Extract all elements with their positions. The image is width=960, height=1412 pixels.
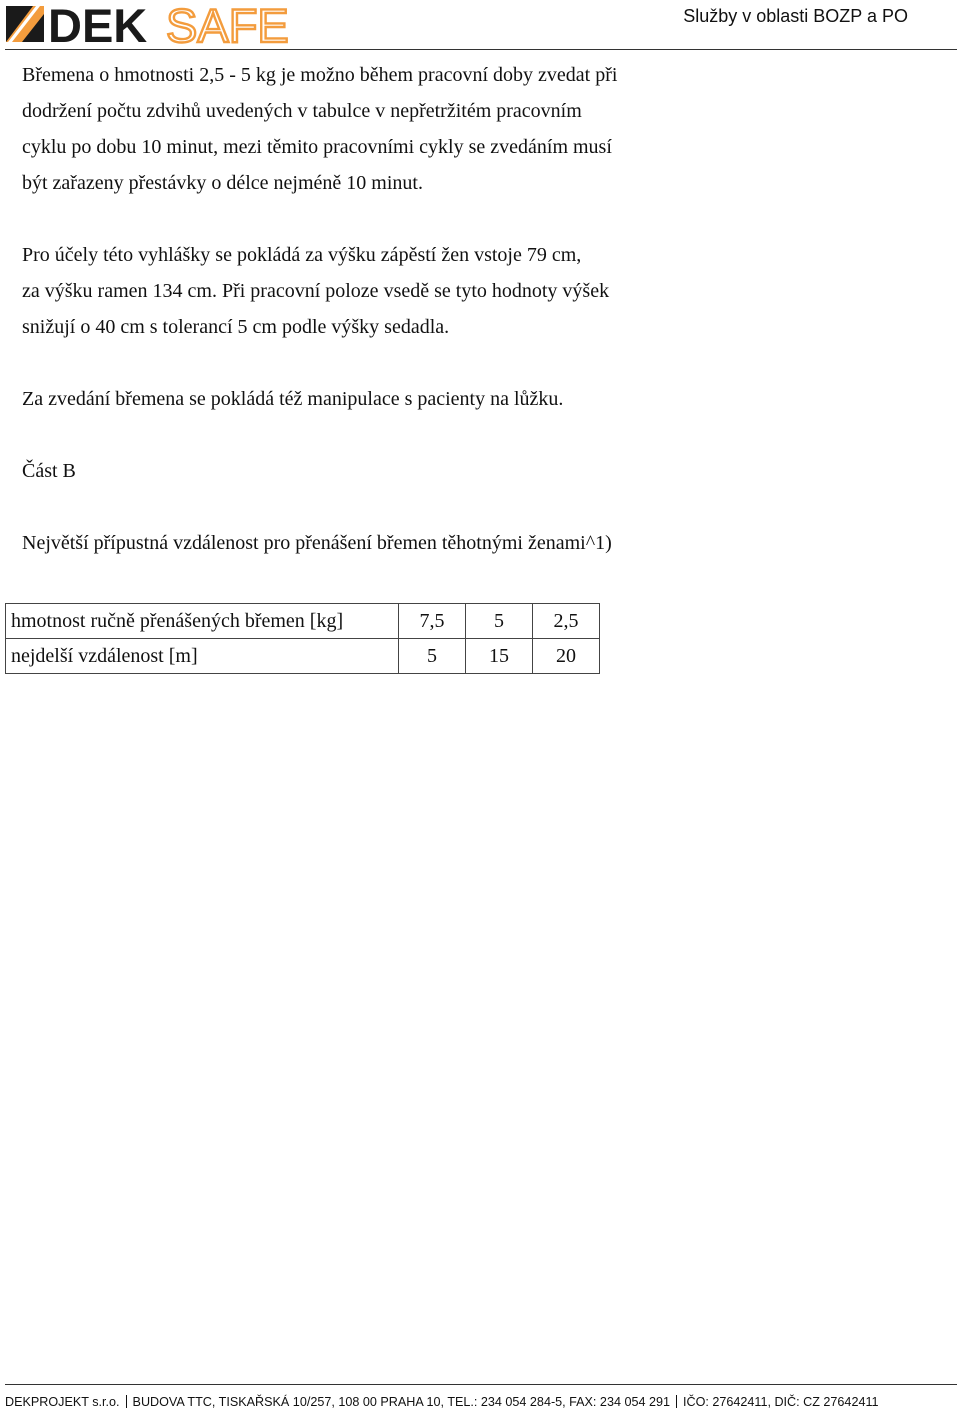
paragraph-patients: Za zvedání břemena se pokládá též manipulace s pacienty na lůžku. <box>22 388 564 410</box>
table-row <box>6 604 600 639</box>
dek-safe-logo <box>6 2 296 46</box>
paragraph-load-lifting <box>22 57 722 201</box>
table-cell: 5 <box>399 639 466 674</box>
header-divider <box>5 49 957 50</box>
text-line: dodržení počtu zdvihů uvedených v tabulce v nepřetržitém pracovním <box>22 100 582 122</box>
text-line: cyklu po dobu 10 minut, mezi těmito pracovními cykly se zvedáním musí <box>22 136 612 158</box>
logo-graphic <box>6 2 296 46</box>
paragraph-spacer <box>22 201 722 237</box>
paragraph-spacer <box>22 489 722 525</box>
table-cell: 7,5 <box>399 604 466 639</box>
footer-ids: IČO: 27642411, DIČ: CZ 27642411 <box>682 1395 879 1409</box>
table-cell: 15 <box>466 639 533 674</box>
text-line: Pro účely této vyhlášky se pokládá za výšku zápěstí žen vstoje 79 cm, <box>22 244 582 266</box>
distance-table <box>5 603 600 674</box>
table-row <box>6 639 600 674</box>
text-line: být zařazeny přestávky o délce nejméně 10 minut. <box>22 172 423 194</box>
section-heading: Část B <box>22 460 76 482</box>
table-caption: Největší přípustná vzdálenost pro přenášení břemen těhotnými ženami^1) <box>22 532 612 554</box>
page-footer <box>5 1395 879 1409</box>
document-body <box>22 57 722 561</box>
paragraph-spacer <box>22 345 722 381</box>
footer-divider <box>5 1384 957 1385</box>
footer-company: DEKPROJEKT s.r.o. <box>5 1395 120 1409</box>
table-cell-label: hmotnost ručně přenášených břemen [kg] <box>6 604 399 639</box>
table-cell: 20 <box>533 639 600 674</box>
table-cell-label: nejdelší vzdálenost [m] <box>6 639 399 674</box>
text-line: snižují o 40 cm s tolerancí 5 cm podle výšky sedadla. <box>22 316 450 338</box>
paragraph-wrist-height <box>22 237 722 345</box>
text-line: Břemena o hmotnosti 2,5 - 5 kg je možno během pracovní doby zvedat při <box>22 64 618 86</box>
logo-text-dek: DEK <box>48 2 148 46</box>
logo-text-safe: SAFE <box>166 2 289 46</box>
footer-address: BUDOVA TTC, TISKAŘSKÁ 10/257, 108 00 PRAHA 10, TEL.: 234 054 284-5, FAX: 234 054 291 <box>132 1395 670 1409</box>
table-cell: 5 <box>466 604 533 639</box>
page-header <box>0 0 960 52</box>
header-tagline: Služby v oblasti BOZP a PO <box>683 6 908 26</box>
footer-separator <box>676 1395 677 1408</box>
text-line: za výšku ramen 134 cm. Při pracovní poloze vsedě se tyto hodnoty výšek <box>22 280 610 302</box>
paragraph-spacer <box>22 417 722 453</box>
logo-mark-icon <box>6 6 44 42</box>
table-cell: 2,5 <box>533 604 600 639</box>
footer-separator <box>126 1395 127 1408</box>
